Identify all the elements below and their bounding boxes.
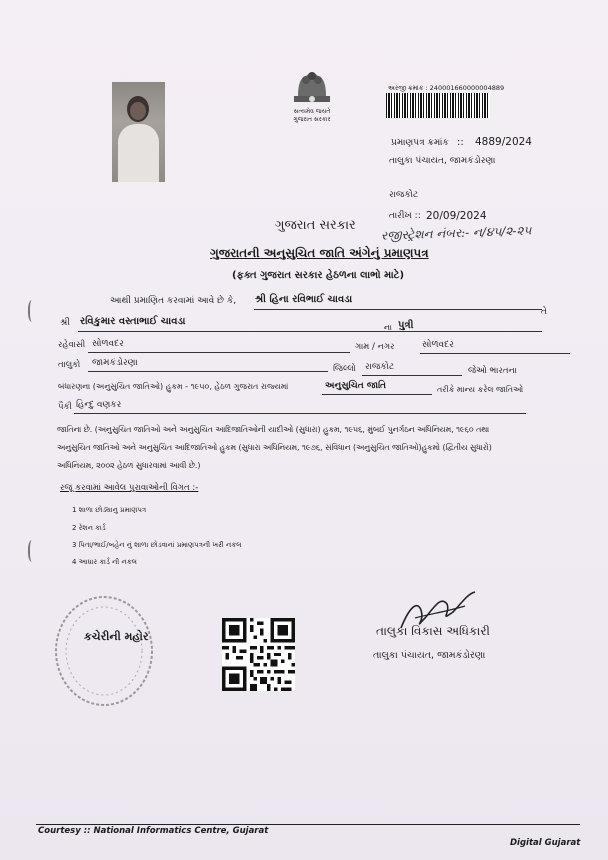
office-stamp-label: કચેરીની મહોર: [84, 630, 149, 643]
resident-label: રહેવાસી: [58, 340, 86, 350]
legal-paragraph-line-1: જાતિના છે. (અનુસુચિત જાતિઓ અને અનુસુચિત આદિજાતિઓની યાદીઓ (સુધારા) હુકમ, ૧૯૫૬, મુંબઈ પુનર્ગઠન અધિનિયમ, ૧૯૬૦ તથા: [57, 425, 490, 434]
evidence-item: 3 પિતા/ભાઈ/બહેન નું શાળા છોડવાનાં પ્રમાણપત્રની ખરી નકલ: [72, 541, 242, 549]
certify-text: આથી પ્રમાણિત કરવામાં આવે છે કે,: [110, 296, 237, 306]
government-title: ગુજરાત સરકાર: [275, 218, 356, 233]
certificate-subtitle: (ફક્ત ગુજરાત સરકાર હેઠળના લાભો માટે): [232, 270, 405, 281]
punch-hole-mark: [28, 300, 38, 322]
certificate-title: ગુજરાતની અનુસુચિત જાતિ અંગેનું પ્રમાણપત્ર: [210, 246, 429, 260]
officer-office: તાલુકા પંચાયત, જામકંડોરણા: [373, 650, 486, 661]
recognized-text: તરીકે માન્ય કરેલ જાતિઓ: [437, 385, 524, 394]
legal-paragraph-line-3: અધિનિયમ, ૨૦૦૨ હેઠળ સુધારવામાં આવી છે.): [57, 461, 201, 470]
issuer-office: તાલુકા પંચાયત, જામકંડોરણા: [389, 156, 496, 166]
village-value: સોળવદર: [422, 340, 454, 350]
national-emblem-icon: [286, 66, 338, 128]
issue-date: 20/09/2024: [426, 210, 487, 222]
footer-courtesy: Courtesy :: National Informatics Centre, Gujarat: [38, 826, 269, 836]
footer-brand: Digital Gujarat: [510, 838, 581, 848]
caste-name: હિન્દુ વણકર: [76, 400, 122, 410]
citizen-text: જેઓ ભારતના: [468, 366, 517, 376]
date-label: તારીખ ::: [389, 211, 421, 221]
barcode: [386, 93, 490, 118]
district: રાજકોટ: [389, 190, 419, 200]
evidence-title: રજૂ કરવામાં આવેલ પુરાવાઓની વિગત :-: [60, 483, 199, 493]
applicant-name: શ્રી હિના રવિભાઈ ચાવડા: [255, 294, 353, 305]
shri-label: શ્રી: [60, 318, 70, 328]
taluka-value: જામકંડોરણા: [92, 358, 138, 368]
evidence-item: 1 શાળા છોડ્યાનુ પ્રમાણપત્ર: [72, 506, 147, 514]
cert-number-label: પ્રમાણપત્ર ક્રમાંક: [391, 138, 449, 148]
emblem-caption: સત્યમેવ જયતે ગુજરાત સરકાર: [293, 108, 331, 123]
evidence-item: 4 આધાર કાર્ડ ની નકલ: [72, 558, 137, 566]
taluka-label: તાલુકો: [58, 360, 81, 370]
among-label: પૈકી: [58, 402, 72, 412]
footer-divider: [36, 824, 580, 825]
officer-title: તાલુકા વિકાસ અધિકારી: [376, 624, 490, 638]
registration-number: રજીસ્ટ્રેશન નંબર:- ન/૪૫/૨-૨૫: [380, 223, 532, 243]
caste-category: અનુસુચિત જાતિ: [325, 381, 386, 391]
cert-number: 4889/2024: [475, 136, 532, 148]
application-number: અરજી ક્રમાંક : 240001660000004889: [388, 84, 505, 92]
village-label: ગામ / નગર: [355, 342, 395, 352]
legal-paragraph-line-2: અનુસુચિત જાતિઓ અને અનુસુચિત આદિજાતિઓ હુકમ (સુધારા અધિનિયમ, ૧૯૭૬, સંવિધાન (અનુસુચિત જાતિઓ)હુકમો (દ્વિતીય સુધારો): [57, 443, 492, 452]
father-name: રવિકુમાર વસ્તાભાઈ ચાવડા: [80, 316, 186, 327]
district-value: રાજકોટ: [365, 362, 395, 372]
relation: પુત્રી: [398, 320, 414, 331]
suffix-text: તે: [541, 307, 547, 317]
applicant-photo: [112, 82, 165, 182]
constitution-text: બંધારણના (અનુસુચિત જાતિઓ) હુકમ - ૧૯૫૦, હેઠળ ગુજરાત રાજ્યમાં: [58, 382, 289, 391]
resident-value: સોળવદર: [92, 339, 124, 349]
qr-code: [222, 618, 295, 691]
evidence-item: 2 રેશન કાર્ડ: [72, 524, 106, 532]
district-label: જિલ્લો: [333, 364, 356, 374]
relation-prefix: ના: [384, 323, 392, 332]
punch-hole-mark: [28, 540, 38, 562]
cert-number-sep: ::: [457, 137, 464, 148]
office-seal: [52, 593, 156, 709]
